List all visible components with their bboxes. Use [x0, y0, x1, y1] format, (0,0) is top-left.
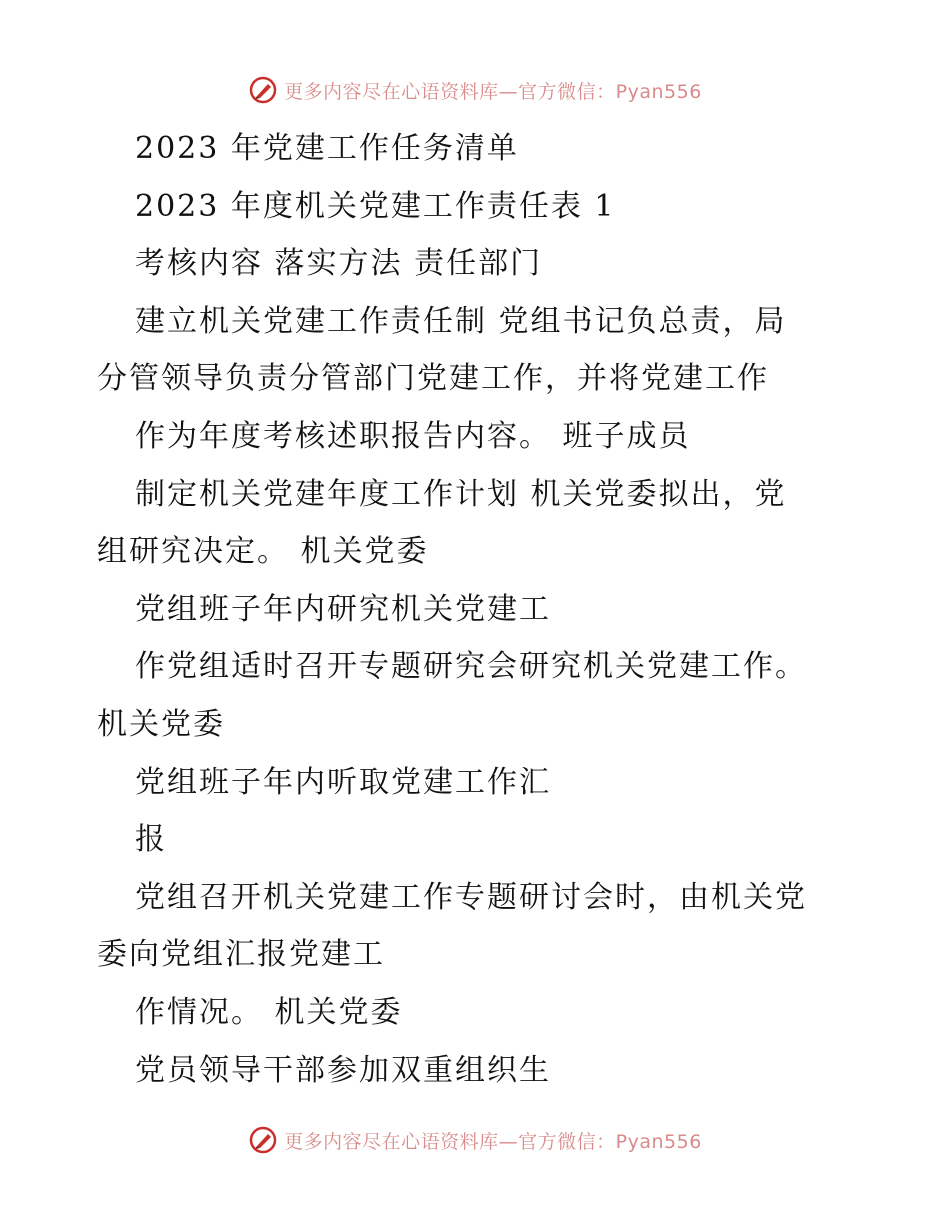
- text-line: 2023 年度机关党建工作责任表 1: [135, 188, 616, 224]
- text-line: 考核内容 落实方法 责任部门: [135, 246, 543, 282]
- text-line: 党组班子年内研究机关党建工: [135, 591, 551, 627]
- pen-logo-icon: [248, 1125, 278, 1155]
- text-line: 机关党委: [97, 706, 225, 742]
- text-line: 作为年度考核述职报告内容。 班子成员: [135, 418, 691, 454]
- text-line: 作党组适时召开专题研究会研究机关党建工作。: [135, 649, 807, 685]
- text-line: 作情况。 机关党委: [135, 994, 403, 1030]
- text-line: 制定机关党建年度工作计划 机关党委拟出，党: [135, 476, 787, 512]
- text-line: 组研究决定。 机关党委: [97, 534, 429, 570]
- text-line: 党员领导干部参加双重组织生: [135, 1052, 551, 1088]
- watermark-header: [0, 70, 950, 110]
- text-line: 党组召开机关党建工作专题研讨会时，由机关党: [135, 879, 807, 915]
- document-body: [97, 120, 857, 1099]
- text-line: 2023 年党建工作任务清单: [135, 131, 519, 166]
- watermark-text: 更多内容尽在心语资料库—官方微信：Pyan556: [284, 1130, 702, 1153]
- text-line: 党组班子年内听取党建工作汇: [135, 764, 551, 800]
- text-line: 报: [135, 822, 167, 858]
- watermark-footer: [0, 1120, 950, 1160]
- text-line: 分管领导负责分管部门党建工作，并将党建工作: [97, 361, 769, 397]
- text-line: 委向党组汇报党建工: [97, 937, 385, 973]
- text-line: 建立机关党建工作责任制 党组书记负总责，局: [135, 303, 787, 339]
- watermark-text: 更多内容尽在心语资料库—官方微信：Pyan556: [284, 80, 702, 103]
- pen-logo-icon: [248, 75, 278, 105]
